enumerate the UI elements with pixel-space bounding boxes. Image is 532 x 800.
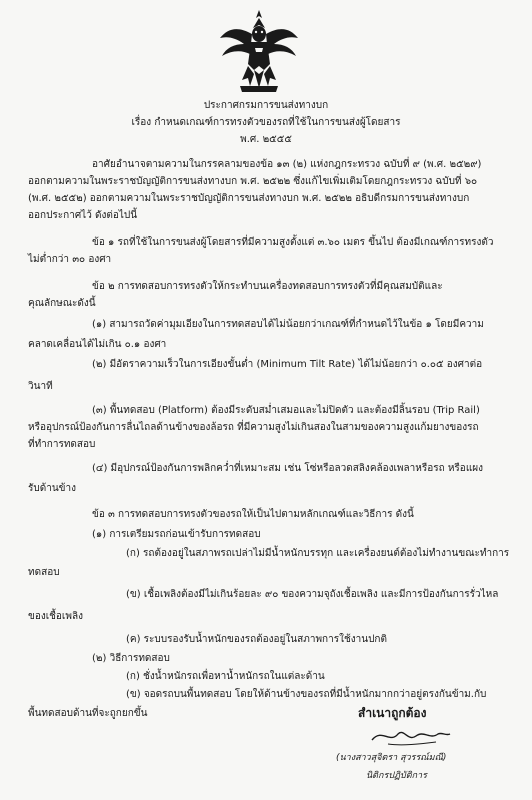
body-line: ข้อ ๓ การทดสอบการทรงตัวของรถให้เป็นไปตามหลักเกณฑ์และวิธีการ ดังนี้	[92, 509, 414, 520]
body-line: (๑) สามารถวัดค่ามุมเอียงในการทดสอบได้ไม่น้อยกว่าเกณฑ์ที่กำหนดไว้ในข้อ ๑ โดยมีความ	[92, 319, 484, 330]
body-line: ของเชื้อเพลิง	[28, 611, 83, 622]
body-line: (๑) การเตรียมรถก่อนเข้ารับการทดสอบ	[92, 529, 261, 540]
body-line: พื้นทดสอบด้านที่จะถูกยกขึ้น	[28, 708, 148, 719]
body-line: (๔) มีอุปกรณ์ป้องกันการพลิกคว่ำที่เหมาะสม เช่น โซ่หรือลวดสลิงคล้องเพลาหรือรถ หรือแผง	[92, 463, 484, 474]
body-line: คลาดเคลื่อนได้ไม่เกิน ๐.๑ องศา	[28, 339, 167, 350]
body-line: ที่ทำการทดสอบ	[28, 439, 96, 450]
signatory-name: (นางสาวสุจิตรา สุวรรณ์มณี)	[336, 753, 447, 763]
announcement-year: พ.ศ. ๒๕๕๕	[240, 134, 292, 145]
body-line: รับด้านข้าง	[28, 483, 76, 494]
body-line: วินาที	[28, 381, 53, 392]
signature-scribble-icon	[368, 724, 452, 748]
garuda-emblem-icon	[218, 8, 300, 94]
body-line: ออกประกาศไว้ ดังต่อไปนี้	[28, 210, 138, 221]
body-line: (๒) มีอัตราความเร็วในการเอียงขั้นต่ำ (Minimum Tilt Rate) ได้ไม่น้อยกว่า ๐.๐๕ องศาต่อ	[92, 359, 483, 370]
body-line: (พ.ศ. ๒๕๕๒) ออกตามความในพระราชบัญญัติการขนส่งทางบก พ.ศ. ๒๕๒๒ อธิบดีกรมการขนส่งทางบก	[28, 193, 470, 204]
body-line: (ข) เชื้อเพลิงต้องมีไม่เกินร้อยละ ๙๐ ของความจุถังเชื้อเพลิง และมีการป้องกันการรั่วไหล	[126, 589, 499, 600]
announcement-heading: ประกาศกรมการขนส่งทางบก	[203, 100, 329, 111]
announcement-subject: เรื่อง กำหนดเกณฑ์การทรงตัวของรถที่ใช้ในการขนส่งผู้โดยสาร	[131, 117, 401, 128]
body-line: คุณลักษณะดังนี้	[28, 298, 96, 309]
body-line: (ก) รถต้องอยู่ในสภาพรถเปล่าไม่มีน้ำหนักบรรทุก และเครื่องยนต์ต้องไม่ทำงานขณะทำการ	[126, 548, 510, 559]
certified-copy-label: สำเนาถูกต้อง	[358, 706, 427, 720]
body-line: (๒) วิธีการทดสอบ	[92, 653, 170, 664]
body-line: ออกตามความในพระราชบัญญัติการขนส่งทางบก พ.ศ. ๒๕๒๒ ซึ่งแก้ไขเพิ่มเติมโดยกฎกระทรวง ฉบับที่ ๖๐	[28, 176, 478, 187]
signatory-position: นิติกรปฏิบัติการ	[366, 771, 427, 781]
body-line: (ข) จอดรถบนพื้นทดสอบ โดยให้ด้านข้างของรถที่มีน้ำหนักมากกว่าอยู่ตรงกันข้าม.กับ	[126, 689, 487, 700]
body-line: ข้อ ๒ การทดสอบการทรงตัวให้กระทำบนเครื่องทดสอบการทรงตัวที่มีคุณสมบัติและ	[92, 281, 443, 292]
body-line: หรืออุปกรณ์ป้องกันการลื่นไถลด้านข้างของล้อรถ ที่มีความสูงไม่เกินสองในสามของความสูงแก้มยางของรถ	[28, 422, 479, 433]
body-line: อาศัยอำนาจตามความในกรรคลามของข้อ ๑๓ (๒) แห่งกฎกระทรวง ฉบับที่ ๙ (พ.ศ. ๒๕๒๙)	[92, 159, 482, 170]
body-line: (ก) ชั่งน้ำหนักรถเพื่อหาน้ำหนักรถในแต่ละด้าน	[126, 671, 325, 682]
body-line: ทดสอบ	[28, 567, 60, 578]
body-line: ไม่ต่ำกว่า ๓๐ องศา	[28, 254, 112, 265]
body-line: (ค) ระบบรองรับน้ำหนักของรถต้องอยู่ในสภาพการใช้งานปกติ	[126, 634, 387, 645]
body-line: (๓) พื้นทดสอบ (Platform) ต้องมีระดับสม่ำเสมอและไม่ปิดตัว และต้องมีลิ้นรอบ (Trip Rail)	[92, 405, 480, 416]
body-line: ข้อ ๑ รถที่ใช้ในการขนส่งผู้โดยสารที่มีความสูงตั้งแต่ ๓.๖๐ เมตร ขึ้นไป ต้องมีเกณฑ์การทรงตัว	[92, 237, 494, 248]
